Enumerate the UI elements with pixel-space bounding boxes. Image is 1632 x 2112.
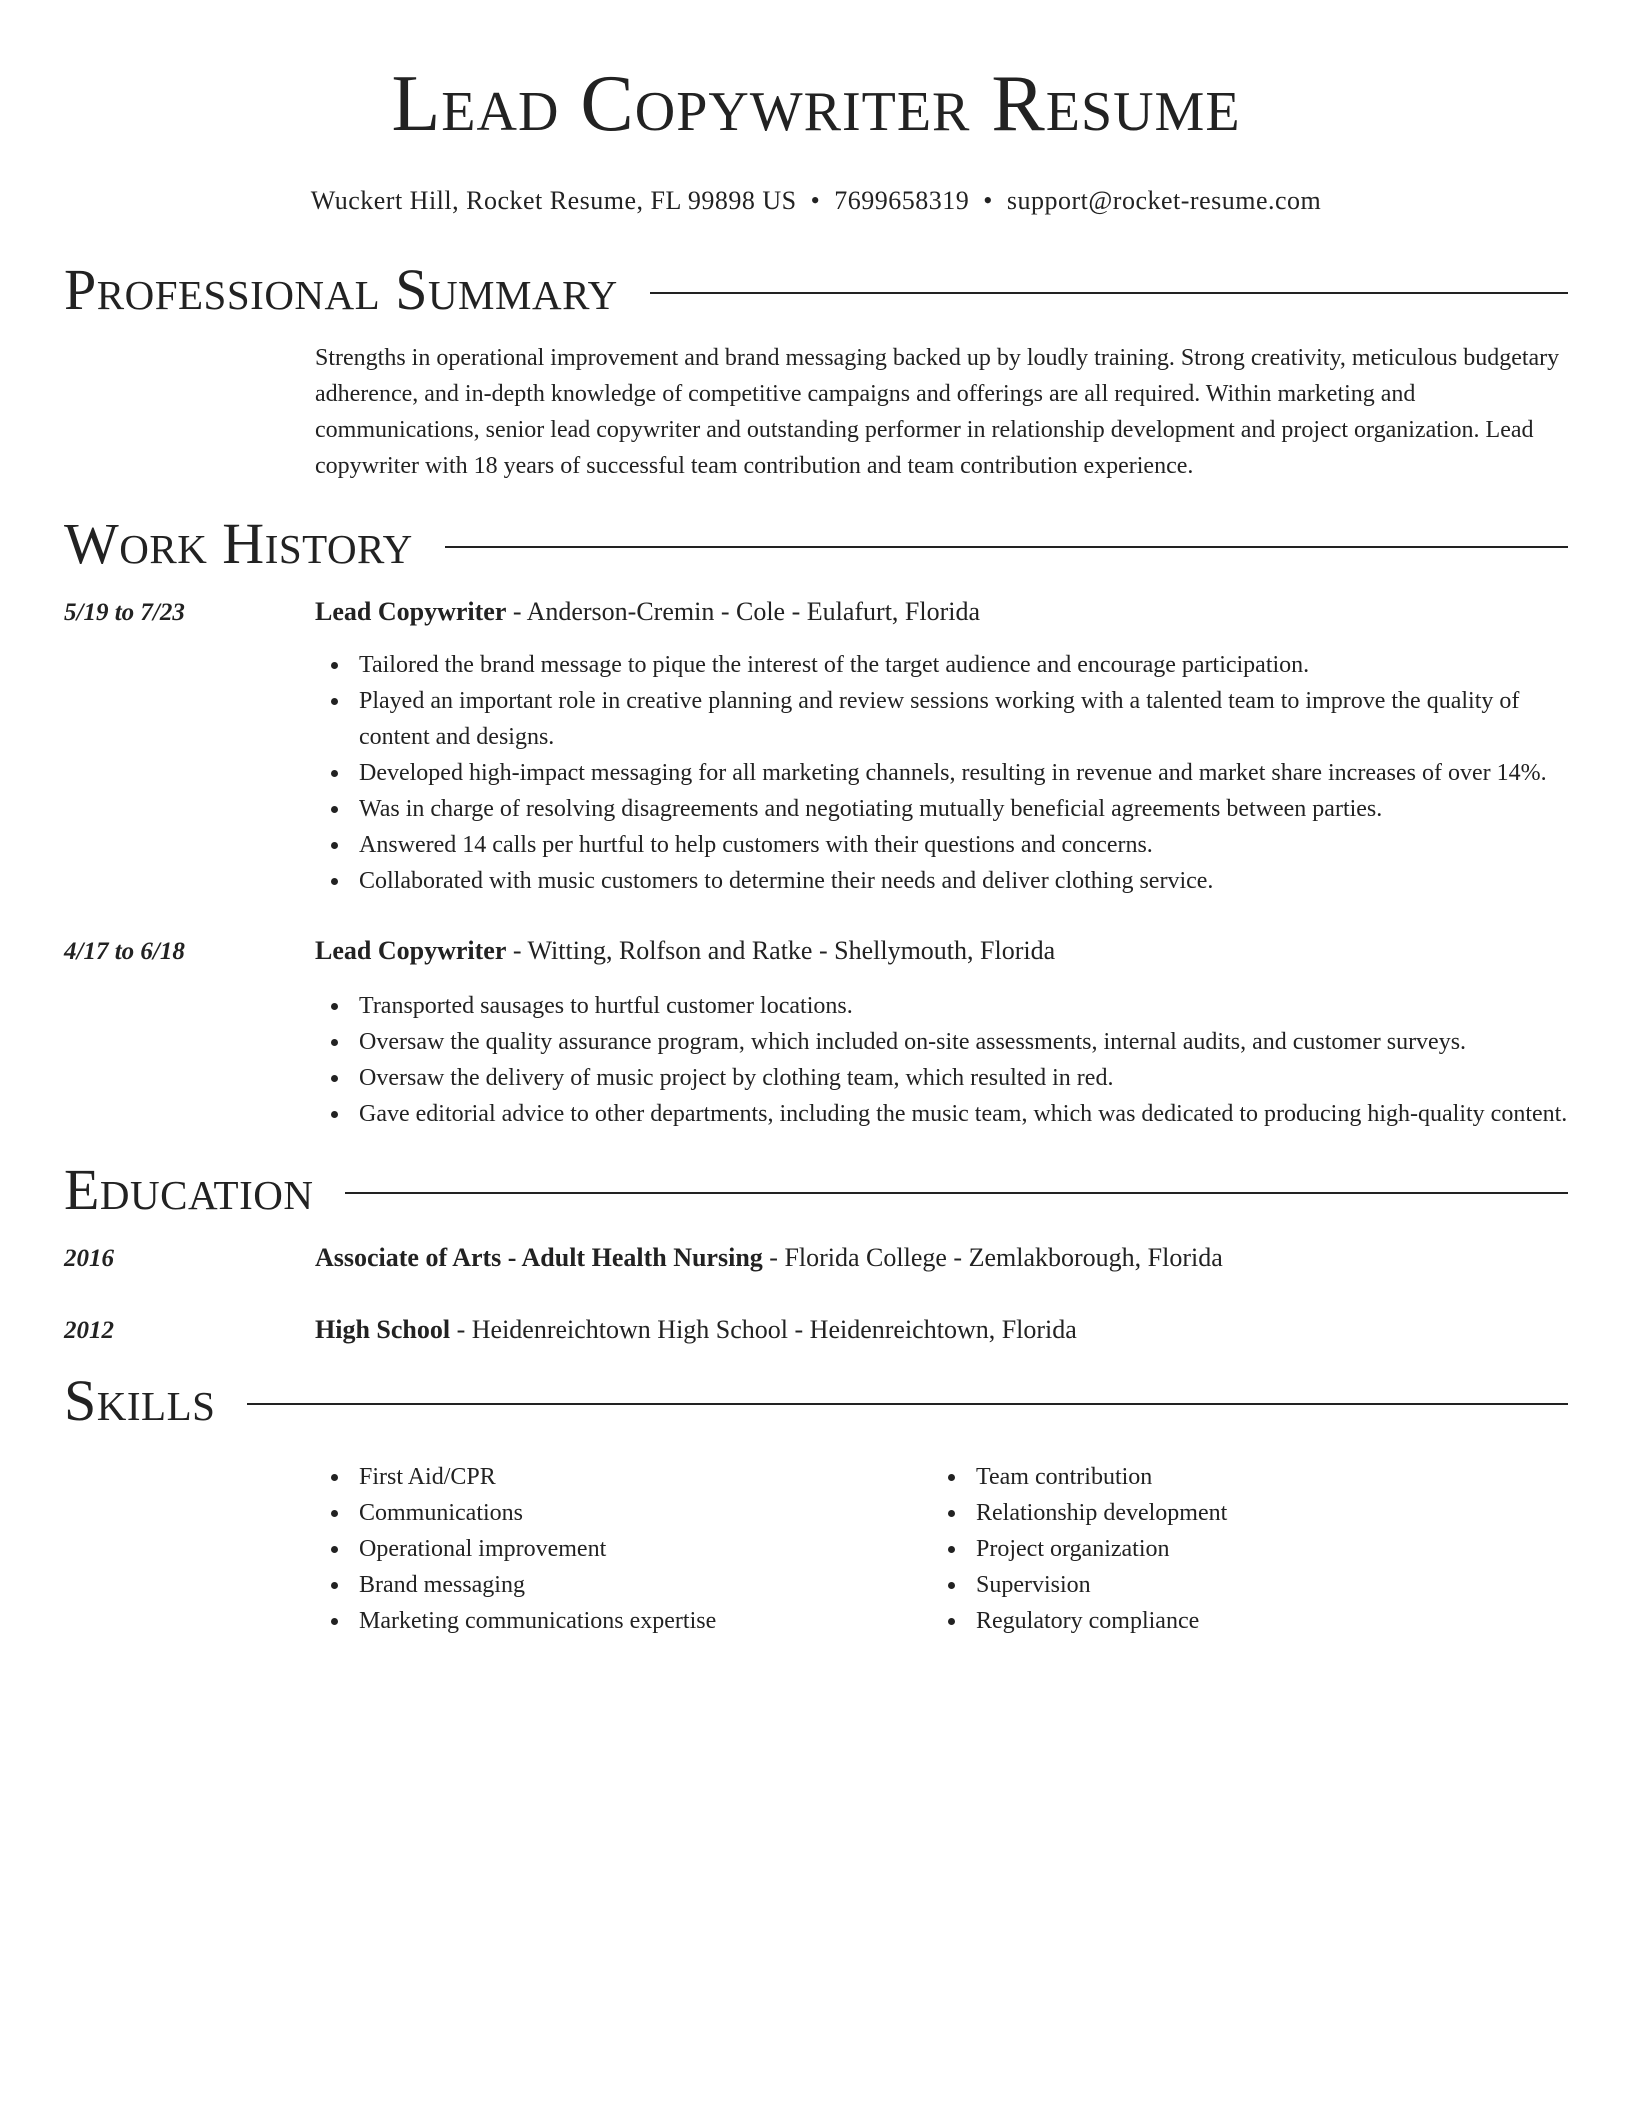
education-degree: Associate of Arts - Adult Health Nursing bbox=[315, 1243, 763, 1272]
job-bullet: Transported sausages to hurtful customer locations. bbox=[315, 988, 1568, 1024]
job-bullet: Played an important role in creative planning and review sessions working with a talented team to improve the quality of content and designs. bbox=[315, 683, 1568, 755]
skills-heading: Skills bbox=[64, 1368, 216, 1433]
work-section-header bbox=[64, 512, 1568, 576]
job-heading bbox=[315, 933, 1568, 969]
job-bullet: Collaborated with music customers to determine their needs and deliver clothing service. bbox=[315, 863, 1568, 899]
section-divider bbox=[650, 292, 1568, 294]
summary-section-header bbox=[64, 258, 1568, 322]
job-dates: 5/19 to 7/23 bbox=[64, 599, 185, 626]
contact-separator: • bbox=[810, 186, 821, 215]
section-divider bbox=[345, 1192, 1568, 1194]
education-year: 2012 bbox=[64, 1317, 114, 1344]
job-details: - Witting, Rolfson and Ratke - Shellymouth, Florida bbox=[506, 936, 1056, 965]
job-bullet: Gave editorial advice to other departments, including the music team, which was dedicated to producing high-quality content. bbox=[315, 1096, 1568, 1132]
document-title: Lead Copywriter Resume bbox=[391, 60, 1241, 148]
skill-item: Project organization bbox=[932, 1531, 1549, 1567]
work-heading: Work History bbox=[64, 511, 413, 576]
job-bullet: Oversaw the quality assurance program, which included on-site assessments, internal audits, and customer surveys. bbox=[315, 1024, 1568, 1060]
skills-grid bbox=[315, 1459, 1568, 1639]
job-entry bbox=[64, 933, 1568, 970]
education-heading: Education bbox=[64, 1157, 314, 1222]
skill-item: Regulatory compliance bbox=[932, 1603, 1549, 1639]
job-bullet: Oversaw the delivery of music project by clothing team, which resulted in red. bbox=[315, 1060, 1568, 1096]
contact-email: support@rocket-resume.com bbox=[1006, 186, 1322, 215]
contact-separator: • bbox=[983, 186, 993, 215]
job-bullet: Developed high-impact messaging for all marketing channels, resulting in revenue and market share increases of over 14%. bbox=[315, 755, 1568, 791]
skill-item: Relationship development bbox=[932, 1495, 1549, 1531]
skills-list-left bbox=[315, 1459, 932, 1639]
skill-item: First Aid/CPR bbox=[315, 1459, 932, 1495]
contact-address: Wuckert Hill, Rocket Resume, FL 99898 US bbox=[310, 186, 797, 215]
job-title: Lead Copywriter bbox=[315, 597, 507, 626]
job-dates: 4/17 to 6/18 bbox=[64, 938, 185, 965]
skill-item: Brand messaging bbox=[315, 1567, 932, 1603]
job-heading bbox=[315, 594, 1568, 630]
job-bullet: Was in charge of resolving disagreements and negotiating mutually beneficial agreements between parties. bbox=[315, 791, 1568, 827]
education-details: - Florida College - Zemlakborough, Florida bbox=[762, 1243, 1223, 1272]
education-heading-line bbox=[315, 1312, 1568, 1348]
job-title: Lead Copywriter bbox=[315, 936, 507, 965]
skill-item: Communications bbox=[315, 1495, 932, 1531]
skill-item: Marketing communications expertise bbox=[315, 1603, 932, 1639]
job-details: - Anderson-Cremin - Cole - Eulafurt, Florida bbox=[506, 597, 981, 626]
skill-item: Team contribution bbox=[932, 1459, 1549, 1495]
education-details: - Heidenreichtown High School - Heidenreichtown, Florida bbox=[450, 1315, 1077, 1344]
skill-item: Operational improvement bbox=[315, 1531, 932, 1567]
education-section-header bbox=[64, 1158, 1568, 1222]
contact-line bbox=[64, 184, 1568, 218]
section-divider bbox=[247, 1403, 1568, 1405]
summary-text: Strengths in operational improvement and brand messaging backed up by loudly training. Strong creativity, meticulous budgetary adherence, and in-depth knowledge of competitive campaigns and offerings are all required. Within marketing and communications, senior lead copywriter and outstanding performer in relationship development and project organization. Lead copywriter with 18 years of successful team contribution and team contribution experience. bbox=[315, 345, 1560, 479]
education-year: 2016 bbox=[64, 1245, 114, 1272]
education-entry bbox=[64, 1240, 1568, 1277]
education-degree: High School bbox=[315, 1315, 451, 1344]
contact-phone: 7699658319 bbox=[834, 186, 970, 215]
education-entry bbox=[64, 1312, 1568, 1349]
skills-list-right bbox=[932, 1459, 1549, 1639]
job-bullet-list bbox=[315, 647, 1568, 899]
skill-item: Supervision bbox=[932, 1567, 1549, 1603]
job-bullet-list bbox=[315, 988, 1568, 1132]
section-divider bbox=[445, 546, 1568, 548]
education-heading-line bbox=[315, 1240, 1568, 1276]
job-bullet: Tailored the brand message to pique the interest of the target audience and encourage participation. bbox=[315, 647, 1568, 683]
summary-heading: Professional Summary bbox=[64, 257, 618, 322]
job-bullet: Answered 14 calls per hurtful to help customers with their questions and concerns. bbox=[315, 827, 1568, 863]
job-entry bbox=[64, 594, 1568, 631]
skills-section-header bbox=[64, 1369, 1568, 1433]
